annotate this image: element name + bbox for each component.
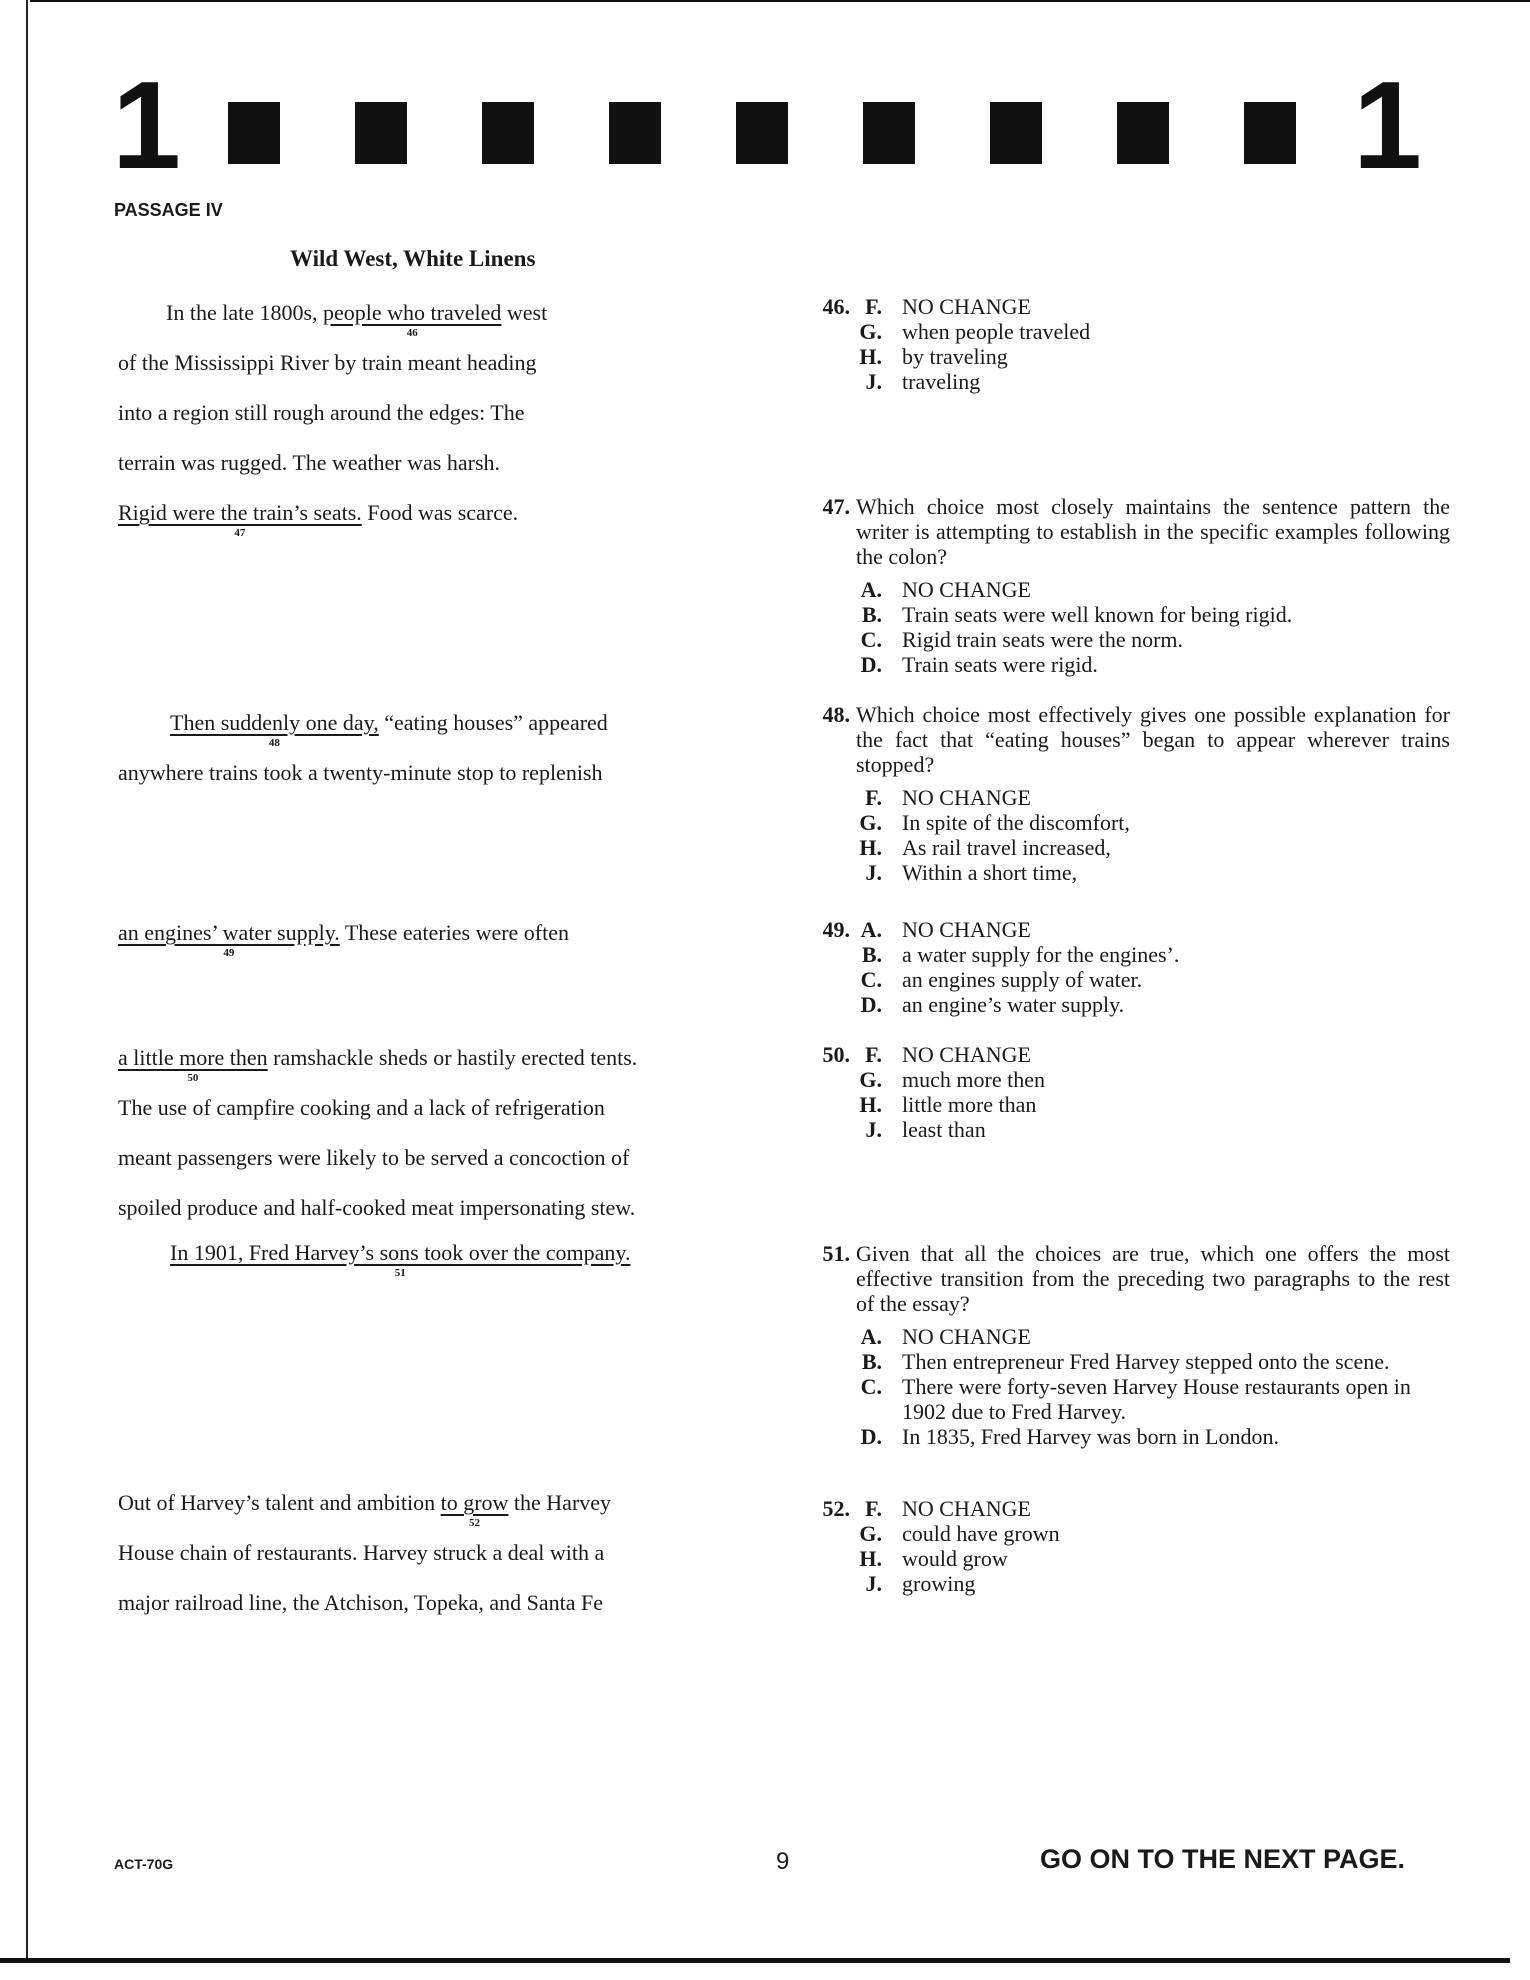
option-letter: G.: [859, 1067, 882, 1092]
question-reference-number: 46: [406, 327, 418, 339]
question-reference-number: 47: [234, 527, 246, 539]
option-letter: H.: [859, 835, 882, 860]
passage-text-segment: “eating houses” appeared: [378, 710, 608, 735]
option-text: Then entrepreneur Fred Harvey stepped onto the scene.: [902, 1349, 1390, 1374]
option-text: Within a short time,: [902, 860, 1078, 885]
passage-text-segment: ramshackle sheds or hastily erected tents.: [267, 1045, 638, 1070]
passage-line: [118, 1045, 638, 1084]
option-letter: J.: [865, 1117, 882, 1142]
underlined-portion: [118, 1045, 268, 1084]
passage-line: [118, 1540, 604, 1566]
passage-line: [118, 350, 537, 376]
option-text: could have grown: [902, 1521, 1060, 1546]
option-letter: B.: [861, 942, 882, 967]
answer-options: [856, 577, 1450, 677]
passage-text-segment: west: [501, 300, 548, 325]
answer-option[interactable]: [856, 1521, 1450, 1546]
question-49: [800, 917, 1450, 1017]
question-stem: Which choice most effectively gives one possible explanation for the fact that “eating houses” began to appear wherever trains stopped?: [856, 702, 1450, 777]
section-number-left: 1: [112, 57, 181, 195]
question-number: 50.: [822, 1042, 850, 1067]
question-number: 52.: [822, 1496, 850, 1521]
header-square: [609, 102, 661, 164]
option-text: growing: [902, 1571, 976, 1596]
option-letter: D.: [860, 652, 882, 677]
header-square: [228, 102, 280, 164]
passage-title: Wild West, White Linens: [290, 246, 536, 271]
answer-option[interactable]: [856, 1067, 1450, 1092]
answer-option[interactable]: [856, 917, 1450, 942]
underlined-text: an engines’ water supply.: [118, 920, 340, 945]
passage-line: [170, 1240, 631, 1279]
option-letter: A.: [860, 1324, 882, 1349]
answer-option[interactable]: [856, 1117, 1450, 1142]
answer-option[interactable]: [856, 1571, 1450, 1596]
option-letter: J.: [865, 1571, 882, 1596]
answer-option[interactable]: [856, 942, 1450, 967]
answer-option[interactable]: [856, 1424, 1450, 1449]
passage-line: [118, 500, 519, 539]
answer-option[interactable]: [856, 369, 1450, 394]
answer-option[interactable]: [856, 577, 1450, 602]
option-letter: A.: [860, 577, 882, 602]
underlined-portion: [118, 500, 362, 539]
answer-options: [856, 1324, 1450, 1449]
answer-option[interactable]: [856, 785, 1450, 810]
option-letter: F.: [865, 1496, 882, 1521]
header-square: [1244, 102, 1296, 164]
answer-option[interactable]: [856, 1092, 1450, 1117]
passage-line: [118, 1490, 612, 1529]
question-number: 48.: [822, 702, 850, 727]
answer-option[interactable]: [856, 652, 1450, 677]
answer-options: [856, 917, 1450, 1017]
underlined-text: to grow: [440, 1490, 509, 1515]
option-text: NO CHANGE: [902, 1496, 1031, 1521]
answer-option[interactable]: [856, 860, 1450, 885]
option-text: In 1835, Fred Harvey was born in London.: [902, 1424, 1279, 1449]
option-letter: D.: [860, 992, 882, 1017]
underlined-text: Rigid were the train’s seats.: [118, 500, 362, 525]
question-reference-number: 51: [394, 1267, 406, 1279]
passage-line: [118, 1095, 605, 1121]
scan-border-top: [30, 0, 1530, 2]
header-square: [482, 102, 534, 164]
question-50: [800, 1042, 1450, 1142]
question-reference-number: 49: [223, 947, 235, 959]
underlined-portion: [118, 920, 340, 959]
question-48: [800, 702, 1450, 885]
option-letter: F.: [865, 294, 882, 319]
option-text: Rigid train seats were the norm.: [902, 627, 1184, 652]
form-code: ACT-70G: [114, 1856, 174, 1872]
answer-option[interactable]: [856, 835, 1450, 860]
question-reference-number: 52: [469, 1517, 480, 1529]
option-letter: C.: [860, 967, 882, 992]
option-letter: A.: [860, 917, 882, 942]
option-letter: F.: [865, 1042, 882, 1067]
passage-line: [118, 1195, 635, 1221]
option-letter: H.: [859, 1092, 882, 1117]
option-letter: J.: [865, 369, 882, 394]
question-number: 46.: [822, 294, 850, 319]
option-text: would grow: [902, 1546, 1008, 1571]
question-stem: Given that all the choices are true, which one offers the most effective transition from the preceding two paragraphs to the rest of the essay?: [856, 1241, 1450, 1316]
answer-option[interactable]: [856, 1374, 1450, 1424]
option-text: NO CHANGE: [902, 577, 1031, 602]
underlined-text: Then suddenly one day,: [170, 710, 379, 735]
option-text: traveling: [902, 369, 981, 394]
underlined-portion: [170, 1240, 631, 1279]
section-header: [112, 57, 1422, 195]
passage-line: [118, 760, 603, 786]
passage-text-segment: the Harvey: [508, 1490, 612, 1515]
question-reference-number: 48: [268, 737, 280, 749]
option-text: Train seats were well known for being rigid.: [902, 602, 1293, 627]
option-text: Train seats were rigid.: [902, 652, 1098, 677]
question-number: 49.: [822, 917, 850, 942]
question-stem: Which choice most closely maintains the sentence pattern the writer is attempting to establish in the specific examples following the colon?: [856, 494, 1450, 569]
option-text: In spite of the discomfort,: [902, 810, 1130, 835]
passage-text-segment: House chain of restaurants. Harvey struck a deal with a: [118, 1540, 605, 1565]
answer-options: [856, 1496, 1450, 1596]
answer-option[interactable]: [856, 1546, 1450, 1571]
passage-text-segment: terrain was rugged. The weather was harsh.: [118, 450, 501, 475]
passage-text-segment: Out of Harvey’s talent and ambition: [118, 1490, 441, 1515]
option-letter: G.: [859, 810, 882, 835]
page-number: 9: [776, 1848, 790, 1875]
answer-options: [856, 1042, 1450, 1142]
question-47: [800, 494, 1450, 677]
answer-option[interactable]: [856, 294, 1450, 319]
answer-options: [856, 785, 1450, 885]
passage-text-segment: major railroad line, the Atchison, Topeka, and Santa Fe: [118, 1590, 603, 1615]
option-text: much more then: [902, 1067, 1045, 1092]
option-letter: G.: [859, 1521, 882, 1546]
option-text: NO CHANGE: [902, 917, 1031, 942]
option-text: by traveling: [902, 344, 1008, 369]
question-reference-number: 50: [187, 1072, 199, 1084]
passage-text-segment: In the late 1800s,: [166, 300, 324, 325]
underlined-text: people who traveled: [323, 300, 502, 325]
passage-text-segment: anywhere trains took a twenty-minute stop to replenish: [118, 760, 603, 785]
answer-option[interactable]: [856, 992, 1450, 1017]
passage-text-segment: into a region still rough around the edges: The: [118, 400, 525, 425]
option-text: an engine’s water supply.: [902, 992, 1125, 1017]
passage-line: [118, 400, 525, 426]
header-square: [736, 102, 788, 164]
scan-border-bottom: [0, 1958, 1510, 1963]
section-number-right: 1: [1353, 57, 1422, 195]
question-52: [800, 1496, 1450, 1596]
passage-text-segment: of the Mississippi River by train meant heading: [118, 350, 537, 375]
passage-text-segment: meant passengers were likely to be served a concoction of: [118, 1145, 630, 1170]
option-letter: H.: [859, 344, 882, 369]
answer-options: [856, 294, 1450, 394]
question-51: [800, 1241, 1450, 1449]
option-letter: C.: [860, 1374, 882, 1399]
question-number: 51.: [822, 1241, 850, 1266]
option-text: There were forty-seven Harvey House restaurants open in 1902 due to Fred Harvey.: [902, 1374, 1411, 1424]
passage-line: [166, 300, 548, 339]
answer-option[interactable]: [856, 1324, 1450, 1349]
option-letter: F.: [865, 785, 882, 810]
answer-option[interactable]: [856, 1496, 1450, 1521]
passage-line: [118, 920, 570, 959]
option-text: least than: [902, 1117, 986, 1142]
option-letter: J.: [865, 860, 882, 885]
header-square: [990, 102, 1042, 164]
question-number: 47.: [822, 494, 850, 519]
underlined-portion: [170, 710, 379, 749]
underlined-text: In 1901, Fred Harvey’s sons took over the company.: [170, 1240, 631, 1265]
option-letter: H.: [859, 1546, 882, 1571]
header-square: [1117, 102, 1169, 164]
option-text: As rail travel increased,: [902, 835, 1111, 860]
option-letter: D.: [860, 1424, 882, 1449]
passage-text-segment: These eateries were often: [339, 920, 570, 945]
question-46: [800, 294, 1450, 394]
answer-option[interactable]: [856, 1349, 1450, 1374]
header-square: [863, 102, 915, 164]
passage-text-segment: spoiled produce and half-cooked meat impersonating stew.: [118, 1195, 636, 1220]
answer-option[interactable]: [856, 967, 1450, 992]
passage-line: [170, 710, 608, 749]
underlined-portion: [323, 300, 502, 339]
option-letter: G.: [859, 319, 882, 344]
header-square: [355, 102, 407, 164]
option-text: little more than: [902, 1092, 1037, 1117]
answer-option[interactable]: [856, 1042, 1450, 1067]
passage-line: [118, 1590, 603, 1616]
passage-text-segment: The use of campfire cooking and a lack of refrigeration: [118, 1095, 605, 1120]
option-letter: B.: [861, 1349, 882, 1374]
answer-option[interactable]: [856, 627, 1450, 652]
next-page-instruction: GO ON TO THE NEXT PAGE.: [1040, 1844, 1406, 1874]
passage-line: [118, 450, 500, 476]
option-text: NO CHANGE: [902, 1324, 1031, 1349]
option-text: when people traveled: [902, 319, 1091, 344]
underlined-portion: [440, 1490, 509, 1529]
passage-text-segment: Food was scarce.: [361, 500, 519, 525]
passage-line: [118, 1145, 629, 1171]
answer-option[interactable]: [856, 810, 1450, 835]
option-text: NO CHANGE: [902, 1042, 1031, 1067]
option-text: a water supply for the engines’.: [902, 942, 1180, 967]
option-letter: B.: [861, 602, 882, 627]
underlined-text: a little more then: [118, 1045, 268, 1070]
scan-border-left: [26, 0, 28, 1960]
answer-option[interactable]: [856, 602, 1450, 627]
option-text: NO CHANGE: [902, 785, 1031, 810]
answer-option[interactable]: [856, 344, 1450, 369]
option-text: NO CHANGE: [902, 294, 1031, 319]
option-text: an engines supply of water.: [902, 967, 1143, 992]
passage-label: PASSAGE IV: [114, 200, 223, 220]
answer-option[interactable]: [856, 319, 1450, 344]
option-letter: C.: [860, 627, 882, 652]
